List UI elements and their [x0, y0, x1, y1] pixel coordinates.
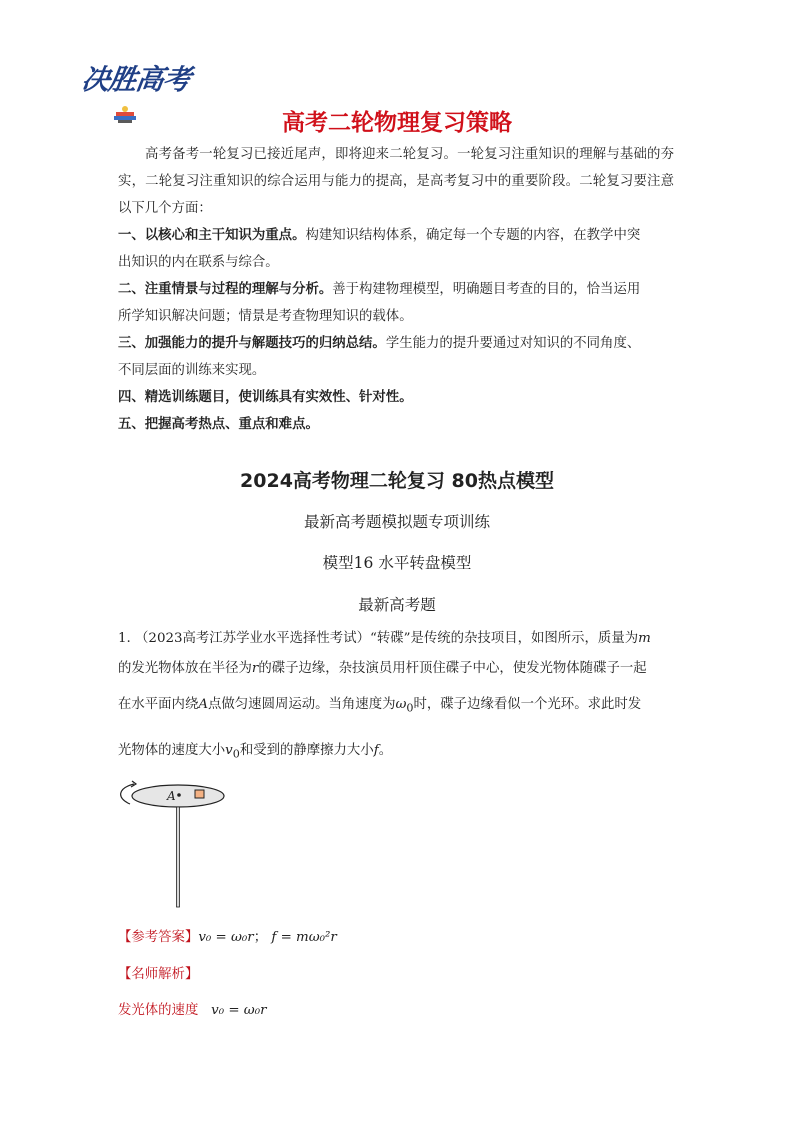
logo-text: 决胜高考 — [79, 63, 193, 96]
answer-separator: ； — [253, 930, 268, 945]
var-a: A — [198, 697, 209, 712]
subheading-latest: 最新高考题 — [358, 596, 436, 614]
subheading-training: 最新高考题模拟题专项训练 — [303, 513, 490, 531]
subheading-model: 模型16 水平转盘模型 — [322, 554, 472, 572]
question-text-g: 光物体的速度大小 — [118, 743, 226, 758]
question-text-b: 的发光物体放在半径为 — [118, 661, 252, 676]
question-end: 。 — [378, 743, 393, 758]
page-title: 高考二轮物理复习策略 — [282, 110, 512, 136]
answer-label: 【参考答案】 — [118, 930, 199, 945]
point-3-cont: 不同层面的训练来实现。 — [118, 363, 266, 378]
var-m: m — [638, 631, 651, 646]
question-source: （2023高考江苏学业水平选择性考试） — [135, 631, 370, 646]
point-3-text: 学生能力的提升要通过对知识的不同角度、 — [385, 336, 641, 351]
var-f: f — [373, 743, 379, 758]
point-4-bold: 四、精选训练题目，使训练具有实效性、针对性。 — [118, 390, 413, 405]
question-text-d: 在水平面内绕 — [118, 697, 199, 712]
solution-label: 发光体的速度 — [118, 1003, 199, 1018]
analysis-label: 【名师解析】 — [118, 967, 199, 982]
point-1-bold: 一、以核心和主干知识为重点。 — [118, 228, 306, 243]
point-5 — [118, 411, 678, 438]
question-line-4 — [118, 736, 676, 770]
var-v-sub: 0 — [232, 747, 240, 761]
question-number: 1. — [118, 631, 131, 646]
solution-line — [118, 999, 266, 1018]
point-2-cont: 所学知识解决问题；情景是考查物理知识的载体。 — [118, 309, 413, 324]
question-line-3 — [118, 690, 676, 724]
answer-eq-velocity: v₀ = ω₀r — [198, 930, 254, 945]
question-line-2 — [118, 654, 676, 684]
var-v: v — [225, 743, 233, 758]
var-omega-sub: 0 — [406, 701, 414, 715]
intro-paragraph: 高考备考一轮复习已接近尾声，即将迎来二轮复习。一轮复习注重知识的理解与基础的夯实，二轮复习注重知识的综合运用与能力的提高，是高考复习中的重要阶段。二轮复习要注意以下几个方面： — [118, 147, 674, 216]
rotating-plate-diagram — [112, 776, 242, 915]
var-r: r — [251, 661, 259, 676]
question-line-1 — [118, 624, 676, 654]
answer-line — [118, 926, 337, 945]
solution-eq: v₀ = ω₀r — [211, 1003, 267, 1018]
section-heading: 2024高考物理二轮复习 80热点模型 — [240, 470, 554, 492]
point-1-cont: 出知识的内在联系与综合。 — [118, 255, 279, 270]
figure-label-a: A — [167, 789, 176, 803]
point-2 — [118, 276, 678, 303]
answer-eq-friction: f = mω₀²r — [271, 930, 337, 945]
question-text-h: 和受到的静摩擦力大小 — [239, 743, 374, 758]
point-4 — [118, 384, 678, 411]
question-text-a: “转碟”是传统的杂技项目，如图所示，质量为 — [369, 631, 639, 646]
point-2-text: 善于构建物理模型，明确题目考查的目的，恰当运用 — [332, 282, 641, 297]
point-2-bold: 二、注重情景与过程的理解与分析。 — [118, 282, 333, 297]
point-5-bold: 五、把握高考热点、重点和难点。 — [118, 417, 319, 432]
point-1 — [118, 222, 678, 249]
var-omega: ω — [395, 697, 407, 712]
point-3-bold: 三、加强能力的提升与解题技巧的归纳总结。 — [118, 336, 386, 351]
question-text-f: 时，碟子边缘看似一个光环。求此时发 — [413, 697, 642, 712]
point-3 — [118, 330, 678, 357]
question-text-e: 点做匀速圆周运动。当角速度为 — [208, 697, 396, 712]
point-1-text: 构建知识结构体系，确定每一个专题的内容，在教学中突 — [305, 228, 641, 243]
question-text-c: 的碟子边缘，杂技演员用杆顶住碟子中心，使发光物体随碟子一起 — [258, 661, 647, 676]
